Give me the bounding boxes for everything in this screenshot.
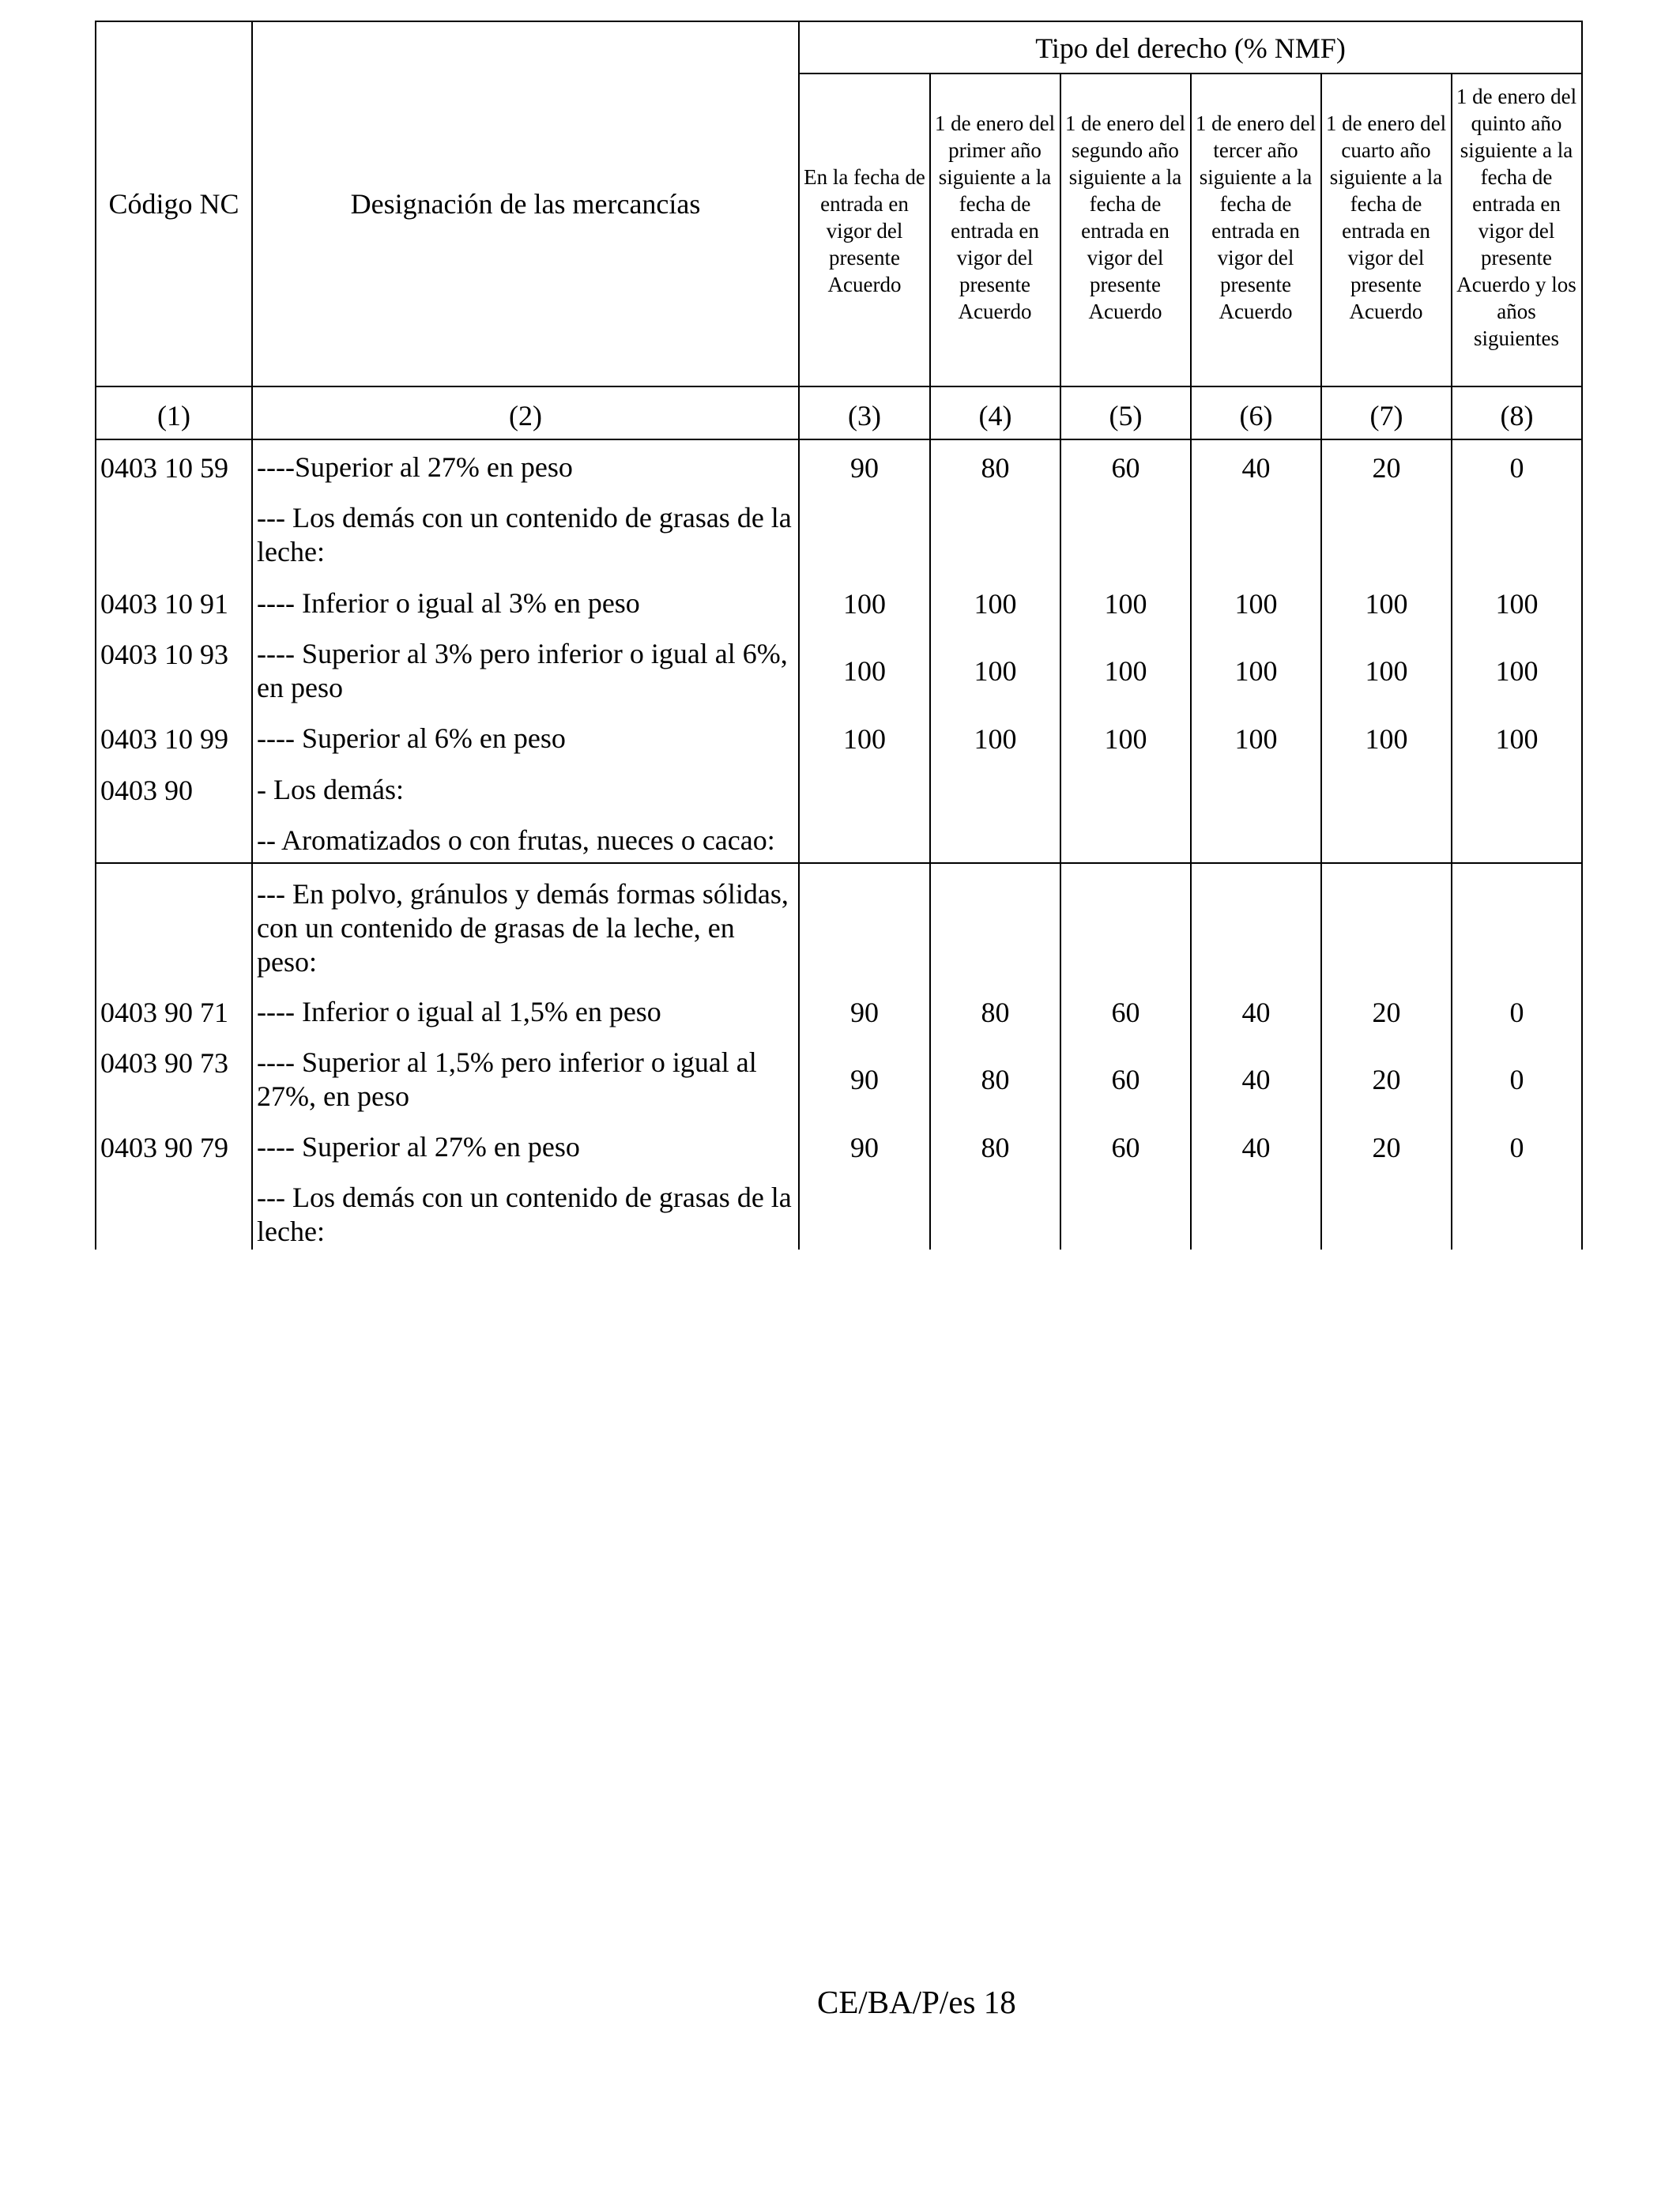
duty-rate: 0 [1509, 452, 1524, 484]
duty-rate: 20 [1372, 1064, 1401, 1095]
goods-description: ---- Inferior o igual al 3% en peso [257, 587, 640, 619]
duty-rate: 100 [1234, 588, 1278, 620]
cn-code: 0403 90 73 [100, 1047, 228, 1079]
header-stage-year-2: 1 de enero del segundo año siguiente a la fecha de entrada en vigor del presente Acuerdo [1064, 111, 1186, 323]
duty-rate: 100 [843, 588, 886, 620]
goods-description: ----Superior al 27% en peso [257, 451, 573, 483]
header-stage-year-4: 1 de enero del cuarto año siguiente a la fecha de entrada en vigor del presente Acuerdo [1325, 111, 1447, 323]
duty-rate: 90 [850, 1064, 879, 1095]
duty-rate: 40 [1241, 1132, 1271, 1163]
cn-code: 0403 90 71 [100, 997, 228, 1028]
column-number: (8) [1500, 400, 1534, 432]
goods-description: ---- Inferior o igual al 1,5% en peso [257, 996, 661, 1027]
duty-rate: 100 [1104, 655, 1147, 687]
duty-rate: 90 [850, 452, 879, 484]
duty-rate: 20 [1372, 452, 1401, 484]
cn-code: 0403 10 99 [100, 723, 228, 755]
header-designation: Designación de las mercancías [350, 188, 701, 220]
duty-rate: 100 [843, 655, 886, 687]
grid-line [95, 386, 1583, 387]
duty-rate: 80 [981, 1132, 1010, 1163]
goods-description: ---- Superior al 6% en peso [257, 722, 566, 754]
goods-description: --- En polvo, gránulos y demás formas sólidas, con un contenido de grasas de la leche, en peso: [257, 878, 789, 978]
duty-rate: 20 [1372, 997, 1401, 1028]
duty-rate: 40 [1241, 1064, 1271, 1095]
duty-rate: 80 [981, 1064, 1010, 1095]
column-number: (6) [1239, 400, 1273, 432]
grid-line [95, 439, 1583, 440]
duty-rate: 100 [1495, 588, 1539, 620]
duty-rate: 90 [850, 997, 879, 1028]
cn-code: 0403 90 79 [100, 1132, 228, 1163]
duty-rate: 100 [974, 655, 1017, 687]
duty-rate: 60 [1111, 452, 1140, 484]
duty-rate: 0 [1509, 997, 1524, 1028]
duty-rate: 0 [1509, 1132, 1524, 1163]
column-number: (3) [848, 400, 881, 432]
duty-rate: 40 [1241, 997, 1271, 1028]
goods-description: --- Los demás con un contenido de grasas de la leche: [257, 1182, 792, 1247]
cn-code: 0403 90 [100, 775, 193, 806]
cn-code: 0403 10 91 [100, 588, 228, 620]
grid-line [95, 21, 1583, 22]
duty-rate: 100 [974, 723, 1017, 755]
goods-description: - Los demás: [257, 774, 404, 805]
duty-rate: 60 [1111, 1064, 1140, 1095]
column-number: (7) [1369, 400, 1403, 432]
duty-rate: 100 [1365, 723, 1408, 755]
duty-rate: 100 [1495, 723, 1539, 755]
duty-rate: 100 [1234, 655, 1278, 687]
cn-code: 0403 10 93 [100, 639, 228, 670]
column-number: (5) [1109, 400, 1143, 432]
duty-rate: 90 [850, 1132, 879, 1163]
duty-rate: 100 [1365, 655, 1408, 687]
duty-rate: 100 [1495, 655, 1539, 687]
duty-rate: 100 [1365, 588, 1408, 620]
grid-line [95, 862, 1583, 864]
duty-rate: 100 [843, 723, 886, 755]
goods-description: ---- Superior al 27% en peso [257, 1131, 580, 1163]
duty-rate: 20 [1372, 1132, 1401, 1163]
header-duty-type: Tipo del derecho (% NMF) [1035, 32, 1346, 64]
duty-rate: 100 [1104, 588, 1147, 620]
cn-code: 0403 10 59 [100, 452, 228, 484]
goods-description: -- Aromatizados o con frutas, nueces o cacao: [257, 824, 775, 856]
header-stage-year-5: 1 de enero del quinto año siguiente a la fecha de entrada en vigor del presente Acuerdo y los años siguientes [1456, 85, 1577, 350]
duty-rate: 100 [1234, 723, 1278, 755]
duty-rate: 100 [1104, 723, 1147, 755]
duty-rate: 60 [1111, 997, 1140, 1028]
header-stage-entry: En la fecha de entrada en vigor del presente Acuerdo [804, 165, 925, 296]
grid-line [1581, 21, 1583, 1250]
page-reference: CE/BA/P/es 18 [817, 1984, 1016, 2020]
duty-rate: 100 [974, 588, 1017, 620]
duty-rate: 80 [981, 452, 1010, 484]
column-number: (4) [978, 400, 1012, 432]
duty-rate: 40 [1241, 452, 1271, 484]
duty-rate: 60 [1111, 1132, 1140, 1163]
column-number: (1) [157, 400, 190, 432]
goods-description: ---- Superior al 3% pero inferior o igual al 6%, en peso [257, 638, 788, 703]
column-number: (2) [509, 400, 542, 432]
goods-description: ---- Superior al 1,5% pero inferior o igual al 27%, en peso [257, 1046, 757, 1112]
grid-line [798, 73, 1583, 74]
header-stage-year-1: 1 de enero del primer año siguiente a la fecha de entrada en vigor del presente Acuerdo [934, 111, 1056, 323]
header-stage-year-3: 1 de enero del tercer año siguiente a la fecha de entrada en vigor del presente Acuerdo [1195, 111, 1317, 323]
duty-rate: 80 [981, 997, 1010, 1028]
duty-rate: 0 [1509, 1064, 1524, 1095]
goods-description: --- Los demás con un contenido de grasas de la leche: [257, 502, 792, 567]
header-code-nc: Código NC [108, 188, 239, 220]
